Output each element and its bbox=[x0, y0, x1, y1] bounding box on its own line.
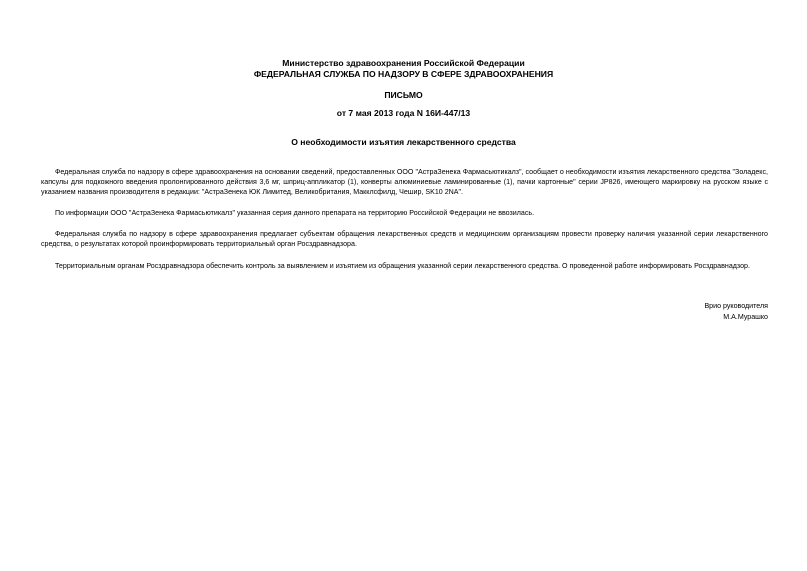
date-and-number: от 7 мая 2013 года N 16И-447/13 bbox=[336, 108, 471, 118]
signatory-name: М.А.Мурашко bbox=[723, 313, 768, 321]
ministry-heading: Министерство здравоохранения Российской Федерации bbox=[282, 58, 525, 68]
letter-subject: О необходимости изъятия лекарственного средства bbox=[291, 137, 516, 147]
document-type: ПИСЬМО bbox=[384, 90, 423, 100]
signatory-title: Врио руководителя bbox=[704, 302, 768, 310]
paragraph-import-info: По информации ООО "АстраЗенека Фармасьютикалз" указанная серия данного препарата на территорию Российской Федерации не ввозилась. bbox=[55, 209, 535, 217]
paragraph-inspection-request: Федеральная служба по надзору в сфере здравоохранения предлагает субъектам обращения лекарственных средств и медицинским организациям провести проверку наличия указанной серии лекарственного средства, о результатах которой проинформировать территориальный орган Росздравнадзора. bbox=[41, 230, 768, 248]
service-heading: ФЕДЕРАЛЬНАЯ СЛУЖБА ПО НАДЗОРУ В СФЕРЕ ЗДРАВООХРАНЕНИЯ bbox=[253, 69, 554, 79]
paragraph-withdrawal-notice: Федеральная служба по надзору в сфере здравоохранения на основании сведений, предоставленных ООО "АстраЗенека Фармасьютикалз", сообщает о необходимости изъятия лекарственного средства "Золадекс, капсулы для подкожного введения пролонгированного действия 3,6 мг, шприц-аппликатор (1), конверты алюминиевые ламинированные (1), пачки картонные" серии JP826, имеющего маркировку на русском языке с указанием названия производителя в редакции: "АстраЗенека ЮК Лимитед, Великобритания, Макклсфилд, Чешир, SK10 2NA". bbox=[41, 168, 768, 196]
paragraph-control-instruction: Территориальным органам Росздравнадзора обеспечить контроль за выявлением и изъятием из обращения указанной серии лекарственного средства. О проведенной работе информировать Росздравнадзор. bbox=[55, 262, 750, 270]
